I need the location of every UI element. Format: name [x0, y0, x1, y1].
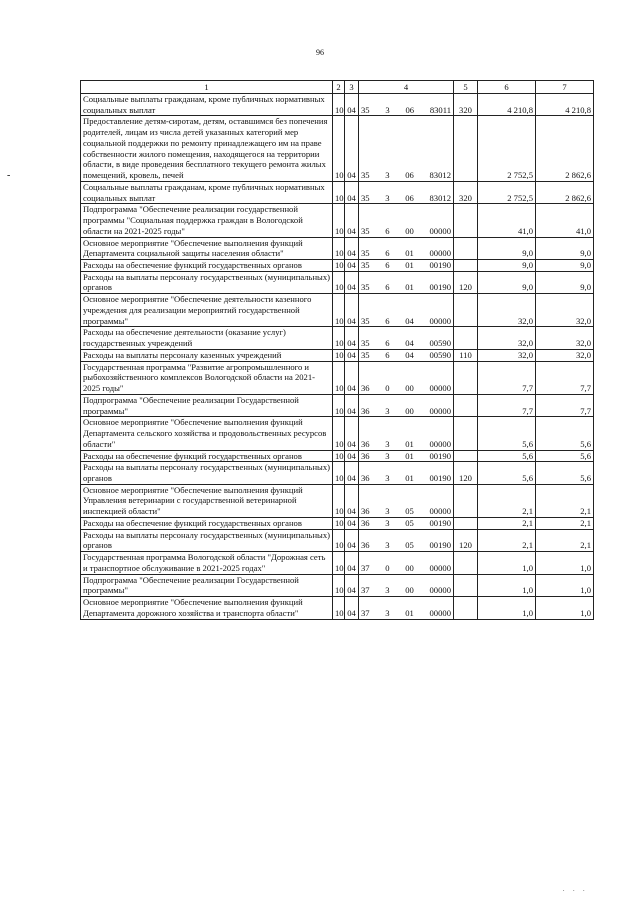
row-name-cell: Подпрограмма "Обеспечение реализации государственной программы "Социальная поддержка граждан в Вологодской области на 2021-2025 годы": [81, 204, 333, 237]
target-article-part: 06: [405, 104, 415, 115]
target-article-part: 3: [385, 170, 390, 181]
table-header-row: [81, 81, 594, 94]
table-row: [81, 349, 594, 361]
amount-year1-cell: 1,0: [478, 552, 536, 574]
target-article-part: 00000: [429, 383, 451, 394]
section-code-cell: 10: [333, 204, 345, 237]
table-row: [81, 574, 594, 596]
amount-year1-cell: 2 752,5: [478, 181, 536, 203]
subsection-code-cell: 04: [345, 271, 359, 293]
expense-type-cell: [454, 517, 478, 529]
expense-type-cell: 120: [454, 271, 478, 293]
table-row: [81, 204, 594, 237]
target-article-part: 00: [405, 225, 414, 236]
target-article-part: 01: [405, 248, 414, 259]
row-name-cell: Основное мероприятие "Обеспечение выполнения функций Департамента социальной защиты населения области": [81, 237, 333, 259]
target-article-cell: [359, 204, 454, 237]
target-article-part: 35: [361, 315, 370, 326]
target-article-part: 35: [361, 260, 370, 271]
amount-year1-cell: 5,6: [478, 417, 536, 450]
target-article-part: 01: [405, 472, 414, 483]
target-article-part: 00000: [429, 405, 451, 416]
header-col-7: 7: [536, 81, 594, 94]
target-article-cell: [359, 181, 454, 203]
target-article-cell: [359, 237, 454, 259]
row-name-cell: Расходы на выплаты персоналу государственных (муниципальных) органов: [81, 271, 333, 293]
amount-year1-cell: 41,0: [478, 204, 536, 237]
row-name-cell: Расходы на выплаты персоналу государственных (муниципальных) органов: [81, 462, 333, 484]
table-row: [81, 271, 594, 293]
amount-year2-cell: 9,0: [536, 260, 594, 272]
section-code-cell: 10: [333, 484, 345, 517]
amount-year1-cell: 4 210,8: [478, 94, 536, 116]
amount-year1-cell: 9,0: [478, 271, 536, 293]
target-article-cell: [359, 271, 454, 293]
header-col-1: 1: [81, 81, 333, 94]
amount-year2-cell: 41,0: [536, 204, 594, 237]
target-article-part: 01: [405, 607, 414, 618]
amount-year2-cell: 2,1: [536, 529, 594, 551]
row-name-cell: Расходы на выплаты персоналу государственных (муниципальных) органов: [81, 529, 333, 551]
target-article-part: 00000: [429, 315, 451, 326]
table-row: [81, 597, 594, 619]
target-article-part: 00000: [429, 248, 451, 259]
amount-year2-cell: 7,7: [536, 361, 594, 394]
page-number: 96: [316, 48, 324, 57]
target-article-part: 3: [385, 607, 390, 618]
amount-year1-cell: 2,1: [478, 484, 536, 517]
target-article-part: 05: [405, 540, 414, 551]
section-code-cell: 10: [333, 349, 345, 361]
target-article-cell: [359, 294, 454, 327]
target-article-part: 00: [405, 383, 414, 394]
table-row: [81, 462, 594, 484]
target-article-part: 3: [385, 585, 390, 596]
expense-type-cell: [454, 204, 478, 237]
table-row: [81, 116, 594, 181]
row-name-cell: Расходы на выплаты персоналу казенных учреждений: [81, 349, 333, 361]
target-article-part: 01: [405, 282, 414, 293]
subsection-code-cell: 04: [345, 237, 359, 259]
row-name-cell: Государственная программа Вологодской области "Дорожная сеть и транспортное обслуживание в 2021-2025 годах": [81, 552, 333, 574]
amount-year2-cell: 32,0: [536, 349, 594, 361]
target-article-part: 00190: [429, 260, 451, 271]
expense-type-cell: 120: [454, 529, 478, 551]
target-article-part: 00000: [429, 225, 451, 236]
section-code-cell: 10: [333, 529, 345, 551]
target-article-part: 6: [385, 260, 390, 271]
table-row: [81, 361, 594, 394]
target-article-part: 00190: [429, 450, 451, 461]
target-article-part: 00000: [429, 562, 451, 573]
subsection-code-cell: 04: [345, 552, 359, 574]
expense-type-cell: [454, 294, 478, 327]
section-code-cell: 10: [333, 327, 345, 349]
target-article-part: 36: [361, 405, 370, 416]
target-article-part: 36: [361, 506, 370, 517]
header-col-3: 3: [345, 81, 359, 94]
header-col-5: 5: [454, 81, 478, 94]
target-article-part: 04: [405, 338, 414, 349]
row-name-cell: Расходы на обеспечение деятельности (оказание услуг) государственных учреждений: [81, 327, 333, 349]
row-name-cell: Основное мероприятие "Обеспечение деятельности казенного учреждения для реализации мероприятий государственной программы": [81, 294, 333, 327]
amount-year2-cell: 4 210,8: [536, 94, 594, 116]
table-row: [81, 517, 594, 529]
target-article-cell: [359, 552, 454, 574]
target-article-part: 36: [361, 383, 370, 394]
target-article-part: 05: [405, 517, 414, 528]
target-article-cell: [359, 417, 454, 450]
row-name-cell: Основное мероприятие "Обеспечение выполнения функций Управления ветеринарии с государственной ветеринарной инспекцией области": [81, 484, 333, 517]
section-code-cell: 10: [333, 462, 345, 484]
margin-mark: -: [7, 170, 11, 181]
expense-type-cell: [454, 552, 478, 574]
amount-year1-cell: 5,6: [478, 462, 536, 484]
expense-type-cell: [454, 597, 478, 619]
corner-mark: · · ·: [562, 887, 588, 895]
target-article-part: 35: [361, 170, 370, 181]
target-article-part: 37: [361, 607, 370, 618]
target-article-part: 6: [385, 225, 390, 236]
amount-year1-cell: 2,1: [478, 517, 536, 529]
subsection-code-cell: 04: [345, 349, 359, 361]
target-article-part: 83012: [429, 170, 451, 181]
target-article-cell: [359, 597, 454, 619]
subsection-code-cell: 04: [345, 204, 359, 237]
amount-year1-cell: 9,0: [478, 237, 536, 259]
amount-year1-cell: 1,0: [478, 597, 536, 619]
target-article-part: 36: [361, 540, 370, 551]
expense-type-cell: [454, 574, 478, 596]
amount-year2-cell: 2 862,6: [536, 181, 594, 203]
amount-year2-cell: 1,0: [536, 597, 594, 619]
expense-type-cell: 110: [454, 349, 478, 361]
target-article-cell: [359, 116, 454, 181]
subsection-code-cell: 04: [345, 116, 359, 181]
section-code-cell: 10: [333, 394, 345, 416]
expense-type-cell: [454, 361, 478, 394]
target-article-part: 35: [361, 104, 370, 115]
target-article-part: 3: [385, 438, 390, 449]
target-article-part: 0: [385, 562, 390, 573]
target-article-part: 37: [361, 585, 370, 596]
target-article-part: 3: [385, 192, 390, 203]
target-article-part: 83012: [429, 192, 451, 203]
section-code-cell: 10: [333, 181, 345, 203]
table-row: [81, 260, 594, 272]
section-code-cell: 10: [333, 94, 345, 116]
expense-type-cell: [454, 484, 478, 517]
target-article-part: 35: [361, 338, 370, 349]
row-name-cell: Основное мероприятие "Обеспечение выполнения функций Департамента сельского хозяйства и продовольственных ресурсов области": [81, 417, 333, 450]
amount-year1-cell: 2 752,5: [478, 116, 536, 181]
row-name-cell: Расходы на обеспечение функций государственных органов: [81, 517, 333, 529]
amount-year2-cell: 5,6: [536, 417, 594, 450]
table-row: [81, 327, 594, 349]
section-code-cell: 10: [333, 597, 345, 619]
target-article-part: 3: [385, 540, 390, 551]
target-article-part: 6: [385, 349, 390, 360]
amount-year2-cell: 1,0: [536, 552, 594, 574]
target-article-part: 01: [405, 260, 414, 271]
target-article-part: 01: [405, 450, 414, 461]
row-name-cell: Расходы на обеспечение функций государственных органов: [81, 450, 333, 462]
target-article-cell: [359, 394, 454, 416]
expense-type-cell: 120: [454, 462, 478, 484]
expense-type-cell: [454, 417, 478, 450]
subsection-code-cell: 04: [345, 462, 359, 484]
target-article-cell: [359, 94, 454, 116]
target-article-cell: [359, 574, 454, 596]
subsection-code-cell: 04: [345, 294, 359, 327]
subsection-code-cell: 04: [345, 327, 359, 349]
header-col-2: 2: [333, 81, 345, 94]
amount-year2-cell: 9,0: [536, 271, 594, 293]
subsection-code-cell: 04: [345, 417, 359, 450]
table-row: [81, 94, 594, 116]
amount-year2-cell: 2,1: [536, 484, 594, 517]
row-name-cell: Расходы на обеспечение функций государственных органов: [81, 260, 333, 272]
row-name-cell: Государственная программа "Развитие агропромышленного и рыбохозяйственного комплексов Вологодской области на 2021-2025 годы": [81, 361, 333, 394]
amount-year2-cell: 5,6: [536, 462, 594, 484]
subsection-code-cell: 04: [345, 394, 359, 416]
expense-type-cell: 320: [454, 181, 478, 203]
target-article-part: 06: [405, 170, 414, 181]
target-article-cell: [359, 361, 454, 394]
target-article-part: 00: [405, 585, 414, 596]
target-article-part: 00190: [429, 540, 451, 551]
section-code-cell: 10: [333, 260, 345, 272]
target-article-part: 35: [361, 248, 370, 259]
target-article-part: 05: [405, 506, 414, 517]
target-article-cell: [359, 484, 454, 517]
amount-year2-cell: 32,0: [536, 327, 594, 349]
target-article-cell: [359, 450, 454, 462]
target-article-part: 35: [361, 225, 370, 236]
amount-year1-cell: 32,0: [478, 349, 536, 361]
target-article-part: 01: [405, 438, 414, 449]
table-row: [81, 450, 594, 462]
target-article-part: 00000: [429, 506, 451, 517]
expense-type-cell: [454, 260, 478, 272]
subsection-code-cell: 04: [345, 260, 359, 272]
section-code-cell: 10: [333, 574, 345, 596]
target-article-cell: [359, 462, 454, 484]
row-name-cell: Подпрограмма "Обеспечение реализации Государственной программы": [81, 574, 333, 596]
target-article-part: 3: [385, 472, 390, 483]
section-code-cell: 10: [333, 517, 345, 529]
target-article-part: 00590: [429, 349, 451, 360]
target-article-part: 00590: [429, 338, 451, 349]
target-article-part: 00: [405, 405, 414, 416]
section-code-cell: 10: [333, 450, 345, 462]
target-article-part: 3: [385, 450, 390, 461]
target-article-part: 6: [385, 338, 390, 349]
row-name-cell: Подпрограмма "Обеспечение реализации Государственной программы": [81, 394, 333, 416]
budget-table: [80, 80, 594, 620]
header-col-6: 6: [478, 81, 536, 94]
table-row: [81, 181, 594, 203]
row-name-cell: Предоставление детям-сиротам, детям, оставшимся без попечения родителей, лицам из числа детей указанных категорий мер социальной поддержки по ремонту принадлежащего им на праве собственности жилого помещения, находящегося на территории области, в виде проведения бесплатного текущего ремонта жилых помещений, кровель, печей: [81, 116, 333, 181]
amount-year2-cell: 1,0: [536, 574, 594, 596]
target-article-part: 00000: [429, 585, 451, 596]
target-article-part: 3: [385, 405, 390, 416]
expense-type-cell: [454, 116, 478, 181]
subsection-code-cell: 04: [345, 484, 359, 517]
subsection-code-cell: 04: [345, 361, 359, 394]
target-article-cell: [359, 349, 454, 361]
target-article-part: 06: [405, 192, 414, 203]
target-article-part: 36: [361, 438, 370, 449]
target-article-cell: [359, 327, 454, 349]
target-article-part: 6: [385, 248, 390, 259]
amount-year1-cell: 7,7: [478, 394, 536, 416]
target-article-part: 3: [385, 506, 390, 517]
target-article-part: 36: [361, 472, 370, 483]
target-article-cell: [359, 529, 454, 551]
row-name-cell: Социальные выплаты гражданам, кроме публичных нормативных социальных выплат: [81, 94, 333, 116]
target-article-part: 0: [385, 383, 390, 394]
section-code-cell: 10: [333, 116, 345, 181]
expense-type-cell: [454, 237, 478, 259]
expense-type-cell: 320: [454, 94, 478, 116]
subsection-code-cell: 04: [345, 450, 359, 462]
target-article-part: 00190: [429, 472, 451, 483]
amount-year1-cell: 1,0: [478, 574, 536, 596]
target-article-part: 37: [361, 562, 370, 573]
table-row: [81, 237, 594, 259]
target-article-cell: [359, 260, 454, 272]
subsection-code-cell: 04: [345, 181, 359, 203]
target-article-part: 04: [405, 315, 414, 326]
target-article-part: 00: [405, 562, 414, 573]
section-code-cell: 10: [333, 361, 345, 394]
amount-year2-cell: 32,0: [536, 294, 594, 327]
amount-year2-cell: 2,1: [536, 517, 594, 529]
table-body: [81, 94, 594, 620]
target-article-part: 00190: [429, 282, 451, 293]
amount-year1-cell: 9,0: [478, 260, 536, 272]
amount-year1-cell: 32,0: [478, 327, 536, 349]
table-row: [81, 529, 594, 551]
target-article-part: 36: [361, 517, 370, 528]
section-code-cell: 10: [333, 237, 345, 259]
target-article-part: 00190: [429, 517, 451, 528]
subsection-code-cell: 04: [345, 574, 359, 596]
target-article-part: 3: [385, 517, 390, 528]
amount-year2-cell: 5,6: [536, 450, 594, 462]
expense-type-cell: [454, 327, 478, 349]
amount-year1-cell: 2,1: [478, 529, 536, 551]
section-code-cell: 10: [333, 552, 345, 574]
target-article-part: 00000: [429, 607, 451, 618]
amount-year2-cell: 2 862,6: [536, 116, 594, 181]
amount-year2-cell: 9,0: [536, 237, 594, 259]
target-article-part: 35: [361, 192, 370, 203]
subsection-code-cell: 04: [345, 597, 359, 619]
row-name-cell: Социальные выплаты гражданам, кроме публичных нормативных социальных выплат: [81, 181, 333, 203]
target-article-part: 35: [361, 349, 370, 360]
section-code-cell: 10: [333, 417, 345, 450]
subsection-code-cell: 04: [345, 517, 359, 529]
target-article-cell: [359, 517, 454, 529]
table-row: [81, 484, 594, 517]
amount-year1-cell: 7,7: [478, 361, 536, 394]
subsection-code-cell: 04: [345, 94, 359, 116]
row-name-cell: Основное мероприятие "Обеспечение выполнения функций Департамента дорожного хозяйства и транспорта области": [81, 597, 333, 619]
amount-year2-cell: 7,7: [536, 394, 594, 416]
expense-type-cell: [454, 394, 478, 416]
table-row: [81, 417, 594, 450]
table-row: [81, 394, 594, 416]
header-col-4: 4: [359, 81, 454, 94]
section-code-cell: 10: [333, 294, 345, 327]
target-article-part: 83011: [429, 104, 451, 115]
target-article-part: 6: [385, 315, 390, 326]
table-row: [81, 294, 594, 327]
section-code-cell: 10: [333, 271, 345, 293]
expense-type-cell: [454, 450, 478, 462]
target-article-part: 3: [385, 104, 390, 115]
amount-year1-cell: 32,0: [478, 294, 536, 327]
target-article-part: 04: [405, 349, 414, 360]
subsection-code-cell: 04: [345, 529, 359, 551]
target-article-part: 6: [385, 282, 390, 293]
amount-year1-cell: 5,6: [478, 450, 536, 462]
target-article-part: 35: [361, 282, 370, 293]
target-article-part: 36: [361, 450, 370, 461]
table-row: [81, 552, 594, 574]
target-article-part: 00000: [429, 438, 451, 449]
